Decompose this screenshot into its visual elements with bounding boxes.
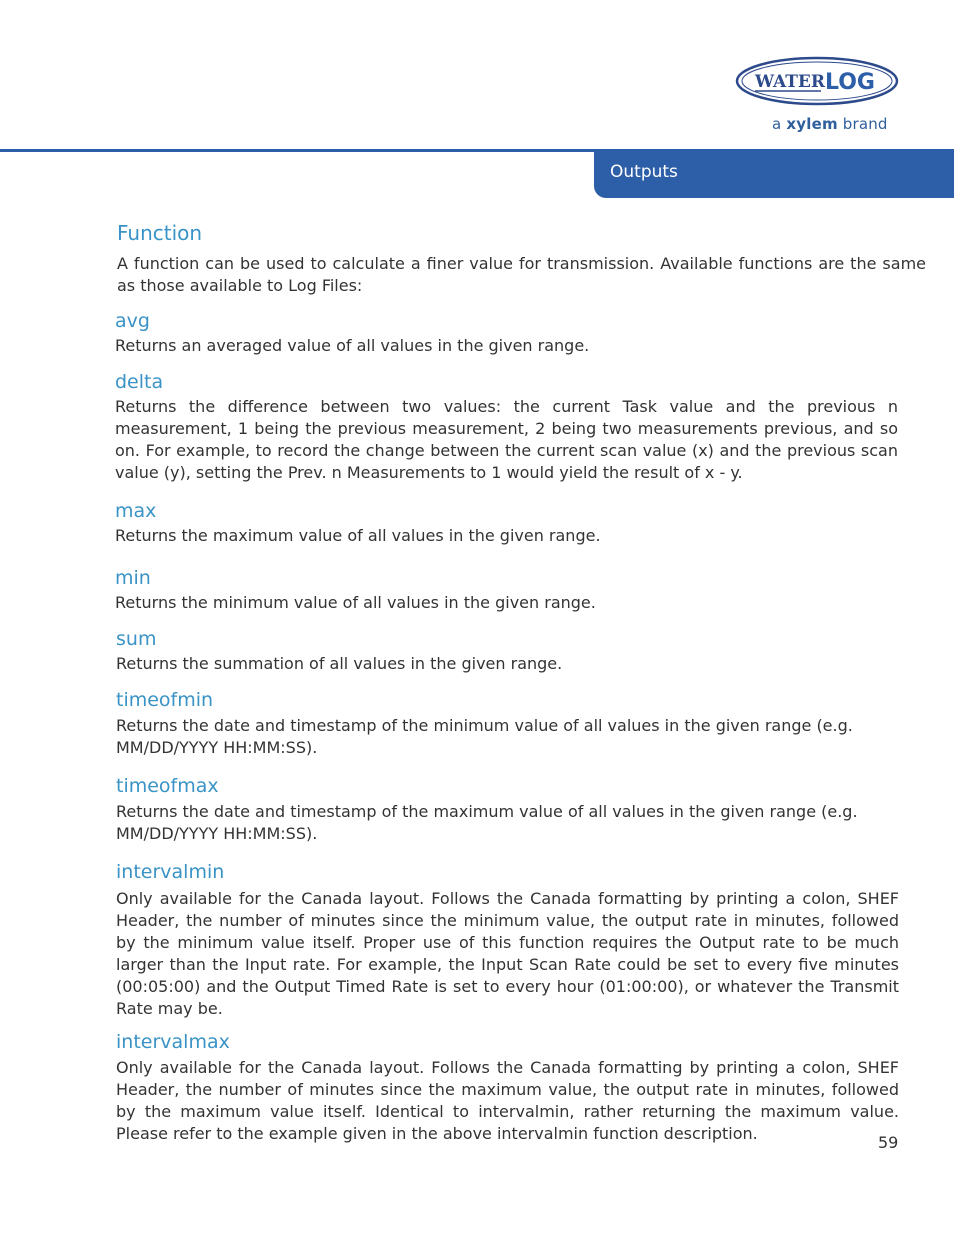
function-title-sum: sum: [116, 628, 157, 650]
function-title-delta: delta: [115, 371, 164, 393]
logo-text-right: LOG: [825, 70, 875, 95]
function-desc-delta: Returns the difference between two values: the current Task value and the previous n measurement, 1 being the previous measurement, 2 being two measurements previous, and so on. For example, to record the change between the current scan value (x) and the previous scan value (y), setting the Prev. n Measurements to 1 would yield the result of x - y.: [115, 397, 898, 482]
function-title-timeofmax: timeofmax: [116, 775, 219, 797]
function-desc-timeofmax: Returns the date and timestamp of the maximum value of all values in the given range (e.g. MM/DD/YYYY HH:MM:SS).: [116, 802, 858, 843]
function-title-intervalmax: intervalmax: [116, 1031, 230, 1053]
function-title-timeofmin: timeofmin: [116, 689, 214, 711]
tagline-suffix: brand: [842, 115, 888, 133]
function-desc-max: Returns the maximum value of all values in the given range.: [115, 526, 601, 545]
section-tab-label: Outputs: [610, 162, 678, 182]
section-tab: [594, 149, 954, 198]
tagline-prefix: a: [772, 115, 782, 133]
function-desc-avg: Returns an averaged value of all values in the given range.: [115, 336, 590, 355]
function-desc-intervalmax: Only available for the Canada layout. Follows the Canada formatting by printing a colon, SHEF Header, the number of minutes since the maximum value, the output rate in minutes, followed by the maximum value itself. Identical to intervalmin, rather returning the maximum value. Please refer to the example given in the above intervalmin function description.: [116, 1058, 899, 1143]
function-title-intervalmin: intervalmin: [116, 861, 225, 883]
function-title-max: max: [115, 500, 157, 522]
function-desc-min: Returns the minimum value of all values in the given range.: [115, 593, 596, 612]
function-title-avg: avg: [115, 310, 150, 332]
section-title: Function: [117, 221, 203, 245]
page-number: 59: [878, 1133, 899, 1152]
function-desc-timeofmin: Returns the date and timestamp of the minimum value of all values in the given range (e.g. MM/DD/YYYY HH:MM:SS).: [116, 716, 853, 757]
tagline-brand: xylem: [786, 115, 838, 133]
section-intro: A function can be used to calculate a finer value for transmission. Available functions are the same as those available to Log Files:: [117, 254, 926, 295]
function-title-min: min: [115, 567, 151, 589]
function-desc-sum: Returns the summation of all values in the given range.: [116, 654, 563, 673]
logo-text-left: WATER: [755, 72, 826, 92]
function-desc-intervalmin: Only available for the Canada layout. Follows the Canada formatting by printing a colon, SHEF Header, the number of minutes since the minimum value, the output rate in minutes, followed by the minimum value itself. Proper use of this function requires the Output rate to be much larger than the Input rate. For example, the Input Scan Rate could be set to every five minutes (00:05:00) and the Output Timed Rate is set to every hour (01:00:00), or whatever the Transmit Rate may be.: [116, 889, 899, 1018]
brand-tagline: [772, 115, 888, 133]
waterlog-logo: [735, 55, 900, 107]
